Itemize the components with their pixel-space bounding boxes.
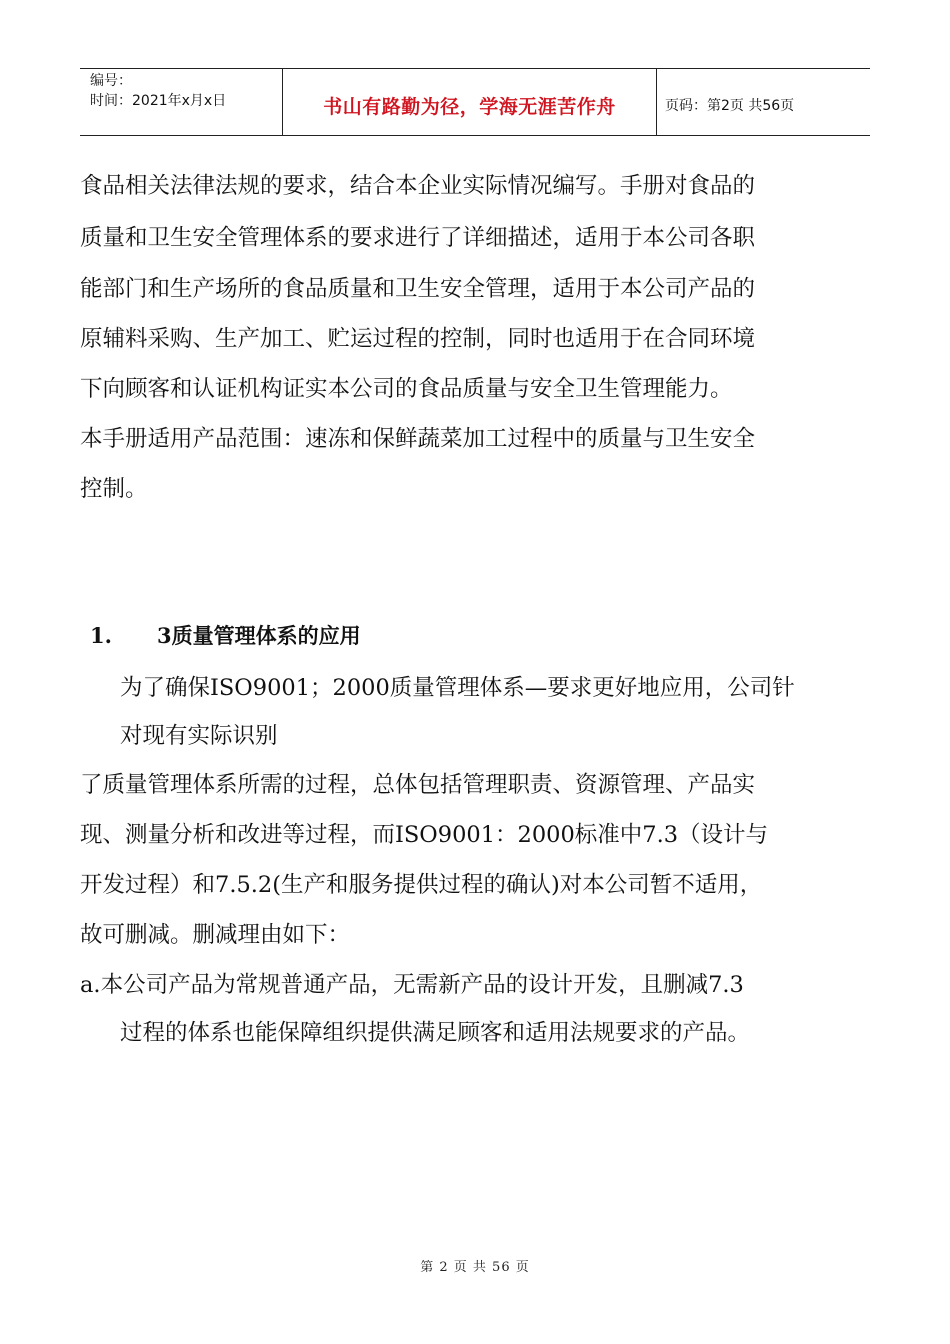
header-meta (80, 69, 282, 135)
document-number-label: 编号： (90, 73, 132, 89)
paragraph-line: 食品相关法律法规的要求，结合本企业实际情况编写。手册对食品的 (80, 173, 756, 199)
paragraph-line: 对现有实际识别 (120, 723, 278, 749)
header-page-info: 页码：第2页 共56页 (665, 98, 795, 114)
paragraph-line: 质量和卫生安全管理体系的要求进行了详细描述，适用于本公司各职 (80, 225, 756, 251)
page-header (80, 68, 870, 136)
paragraph-line: 原辅料采购、生产加工、贮运过程的控制，同时也适用于在合同环境 (80, 326, 756, 352)
list-item-line: a.本公司产品为常规普通产品，无需新产品的设计开发，且删减7.3 (80, 972, 744, 998)
paragraph-line: 现、测量分析和改进等过程，而ISO9001：2000标准中7.3（设计与 (80, 822, 769, 848)
paragraph-line: 本手册适用产品范围：速冻和保鲜蔬菜加工过程中的质量与卫生安全 (80, 426, 756, 452)
paragraph-line: 能部门和生产场所的食品质量和卫生安全管理，适用于本公司产品的 (80, 276, 756, 302)
paragraph-line: 开发过程）和7.5.2(生产和服务提供过程的确认)对本公司暂不适用， (80, 872, 763, 898)
page-footer: 第 2 页 共 56 页 (420, 1260, 530, 1275)
paragraph-line: 控制。 (80, 476, 148, 502)
paragraph-line: 了质量管理体系所需的过程，总体包括管理职责、资源管理、产品实 (80, 772, 756, 798)
paragraph-line: 下向顾客和认证机构证实本公司的食品质量与安全卫生管理能力。 (80, 376, 733, 402)
list-item-line: 过程的体系也能保障组织提供满足顾客和适用法规要求的产品。 (120, 1020, 751, 1046)
document-date: 时间：2021年x月x日 (90, 93, 227, 109)
paragraph-line: 故可删减。删减理由如下： (80, 922, 351, 948)
header-motto: 书山有路勤为径，学海无涯苦作舟 (282, 69, 657, 135)
paragraph-line: 为了确保ISO9001；2000质量管理体系—要求更好地应用，公司针 (120, 675, 795, 701)
section-title: 3质量管理体系的应用 (157, 623, 361, 648)
section-number: 1. (90, 623, 112, 648)
section-heading (90, 620, 361, 652)
